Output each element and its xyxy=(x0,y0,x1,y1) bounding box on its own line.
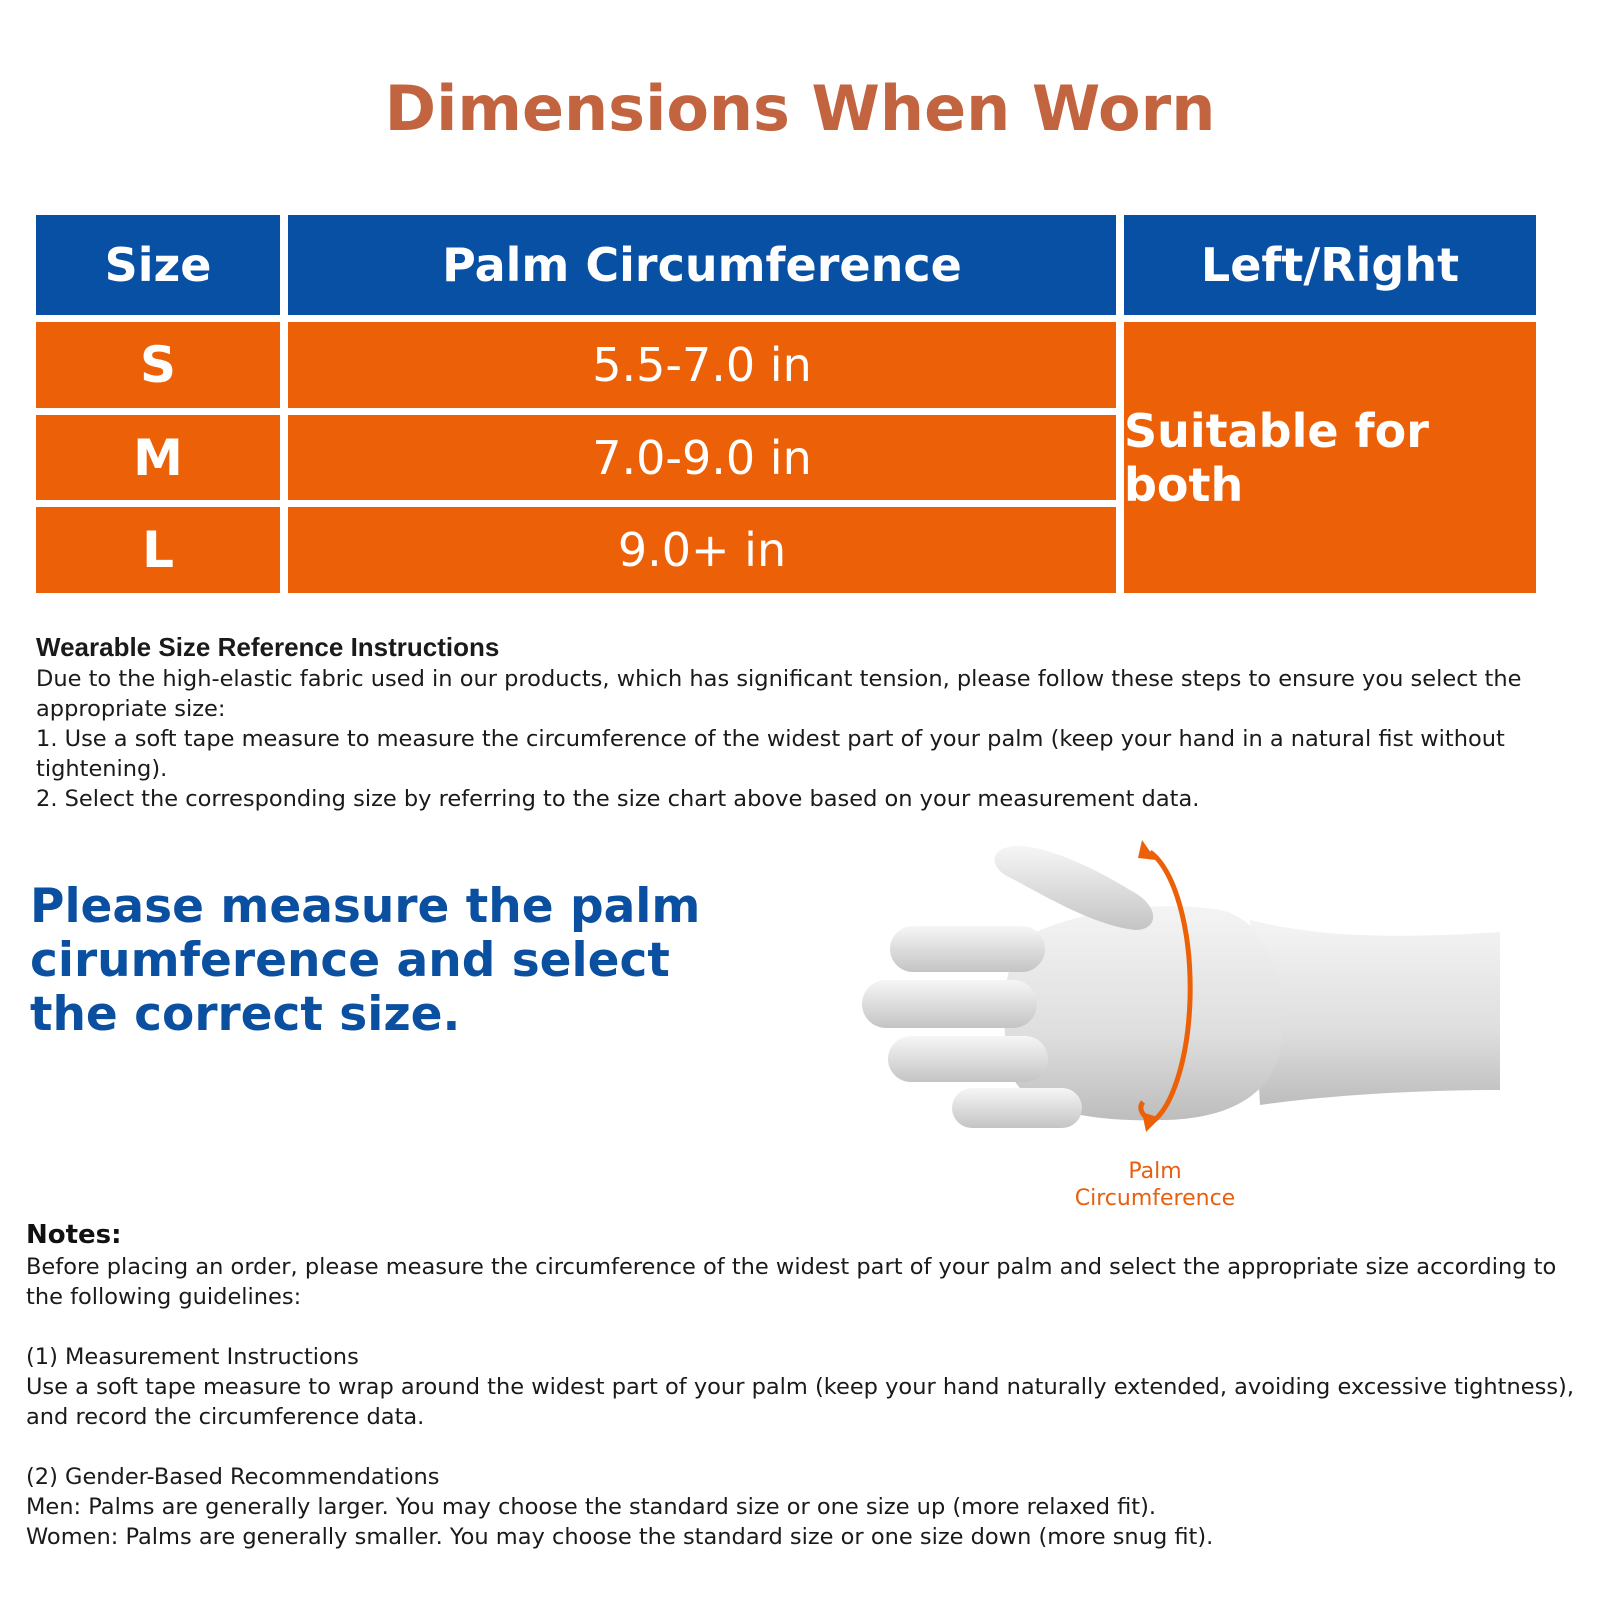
hand-drawing xyxy=(860,840,1540,1160)
thumb-shape xyxy=(994,846,1153,930)
table-cell-palm-l: 9.0+ in xyxy=(288,507,1116,593)
forearm-shape xyxy=(1250,920,1500,1105)
notes-section1-text: Use a soft tape measure to wrap around the widest part of your palm (keep your hand naturally extended, avoiding excessive tightness), and record the circumference data. xyxy=(26,1374,1574,1430)
finger-index xyxy=(890,926,1045,972)
notes-women: Women: Palms are generally smaller. You may choose the standard size or one size down (more snug fit). xyxy=(26,1524,1214,1550)
table-cell-size-l: L xyxy=(36,507,280,593)
finger-ring xyxy=(888,1036,1048,1082)
notes-section1-title: (1) Measurement Instructions xyxy=(26,1344,359,1370)
hand-illustration xyxy=(860,840,1540,1160)
table-cell-size-s: S xyxy=(36,322,280,408)
arrow-up-icon xyxy=(1138,840,1156,860)
finger-little xyxy=(952,1088,1082,1128)
table-cell-left-right: Suitable for both xyxy=(1124,322,1536,593)
label-line-2: Circumference xyxy=(1074,1186,1236,1211)
notes-heading: Notes: xyxy=(26,1220,122,1250)
table-header-palm-circumference: Palm Circumference xyxy=(288,215,1116,315)
notes-body xyxy=(26,1252,1586,1552)
notes-section2-title: (2) Gender-Based Recommendations xyxy=(26,1464,440,1490)
measure-callout: Please measure the palm cirumference and select the correct size. xyxy=(30,879,701,1042)
instructions-heading: Wearable Size Reference Instructions xyxy=(36,632,500,662)
table-cell-palm-s: 5.5-7.0 in xyxy=(288,322,1116,408)
table-header-size: Size xyxy=(36,215,280,315)
notes-intro: Before placing an order, please measure the circumference of the widest part of your palm and select the appropriate size according to the following guidelines: xyxy=(26,1254,1557,1310)
finger-middle xyxy=(862,980,1037,1028)
instructions-body xyxy=(36,664,1556,814)
palm-circumference-label xyxy=(1030,1158,1280,1212)
table-header-left-right: Left/Right xyxy=(1124,215,1536,315)
page-title: Dimensions When Worn xyxy=(384,72,1216,145)
notes-men: Men: Palms are generally larger. You may choose the standard size or one size up (more relaxed fit). xyxy=(26,1494,1157,1520)
table-cell-palm-m: 7.0-9.0 in xyxy=(288,415,1116,500)
instructions-step-1: 1. Use a soft tape measure to measure the circumference of the widest part of your palm (keep your hand in a natural fist without tightening). xyxy=(36,726,1505,782)
instructions-step-2: 2. Select the corresponding size by referring to the size chart above based on your measurement data. xyxy=(36,786,1200,812)
label-line-1: Palm xyxy=(1128,1159,1182,1184)
instructions-paragraph: Due to the high-elastic fabric used in our products, which has significant tension, please follow these steps to ensure you select the appropriate size: xyxy=(36,666,1522,722)
table-cell-size-m: M xyxy=(36,415,280,500)
